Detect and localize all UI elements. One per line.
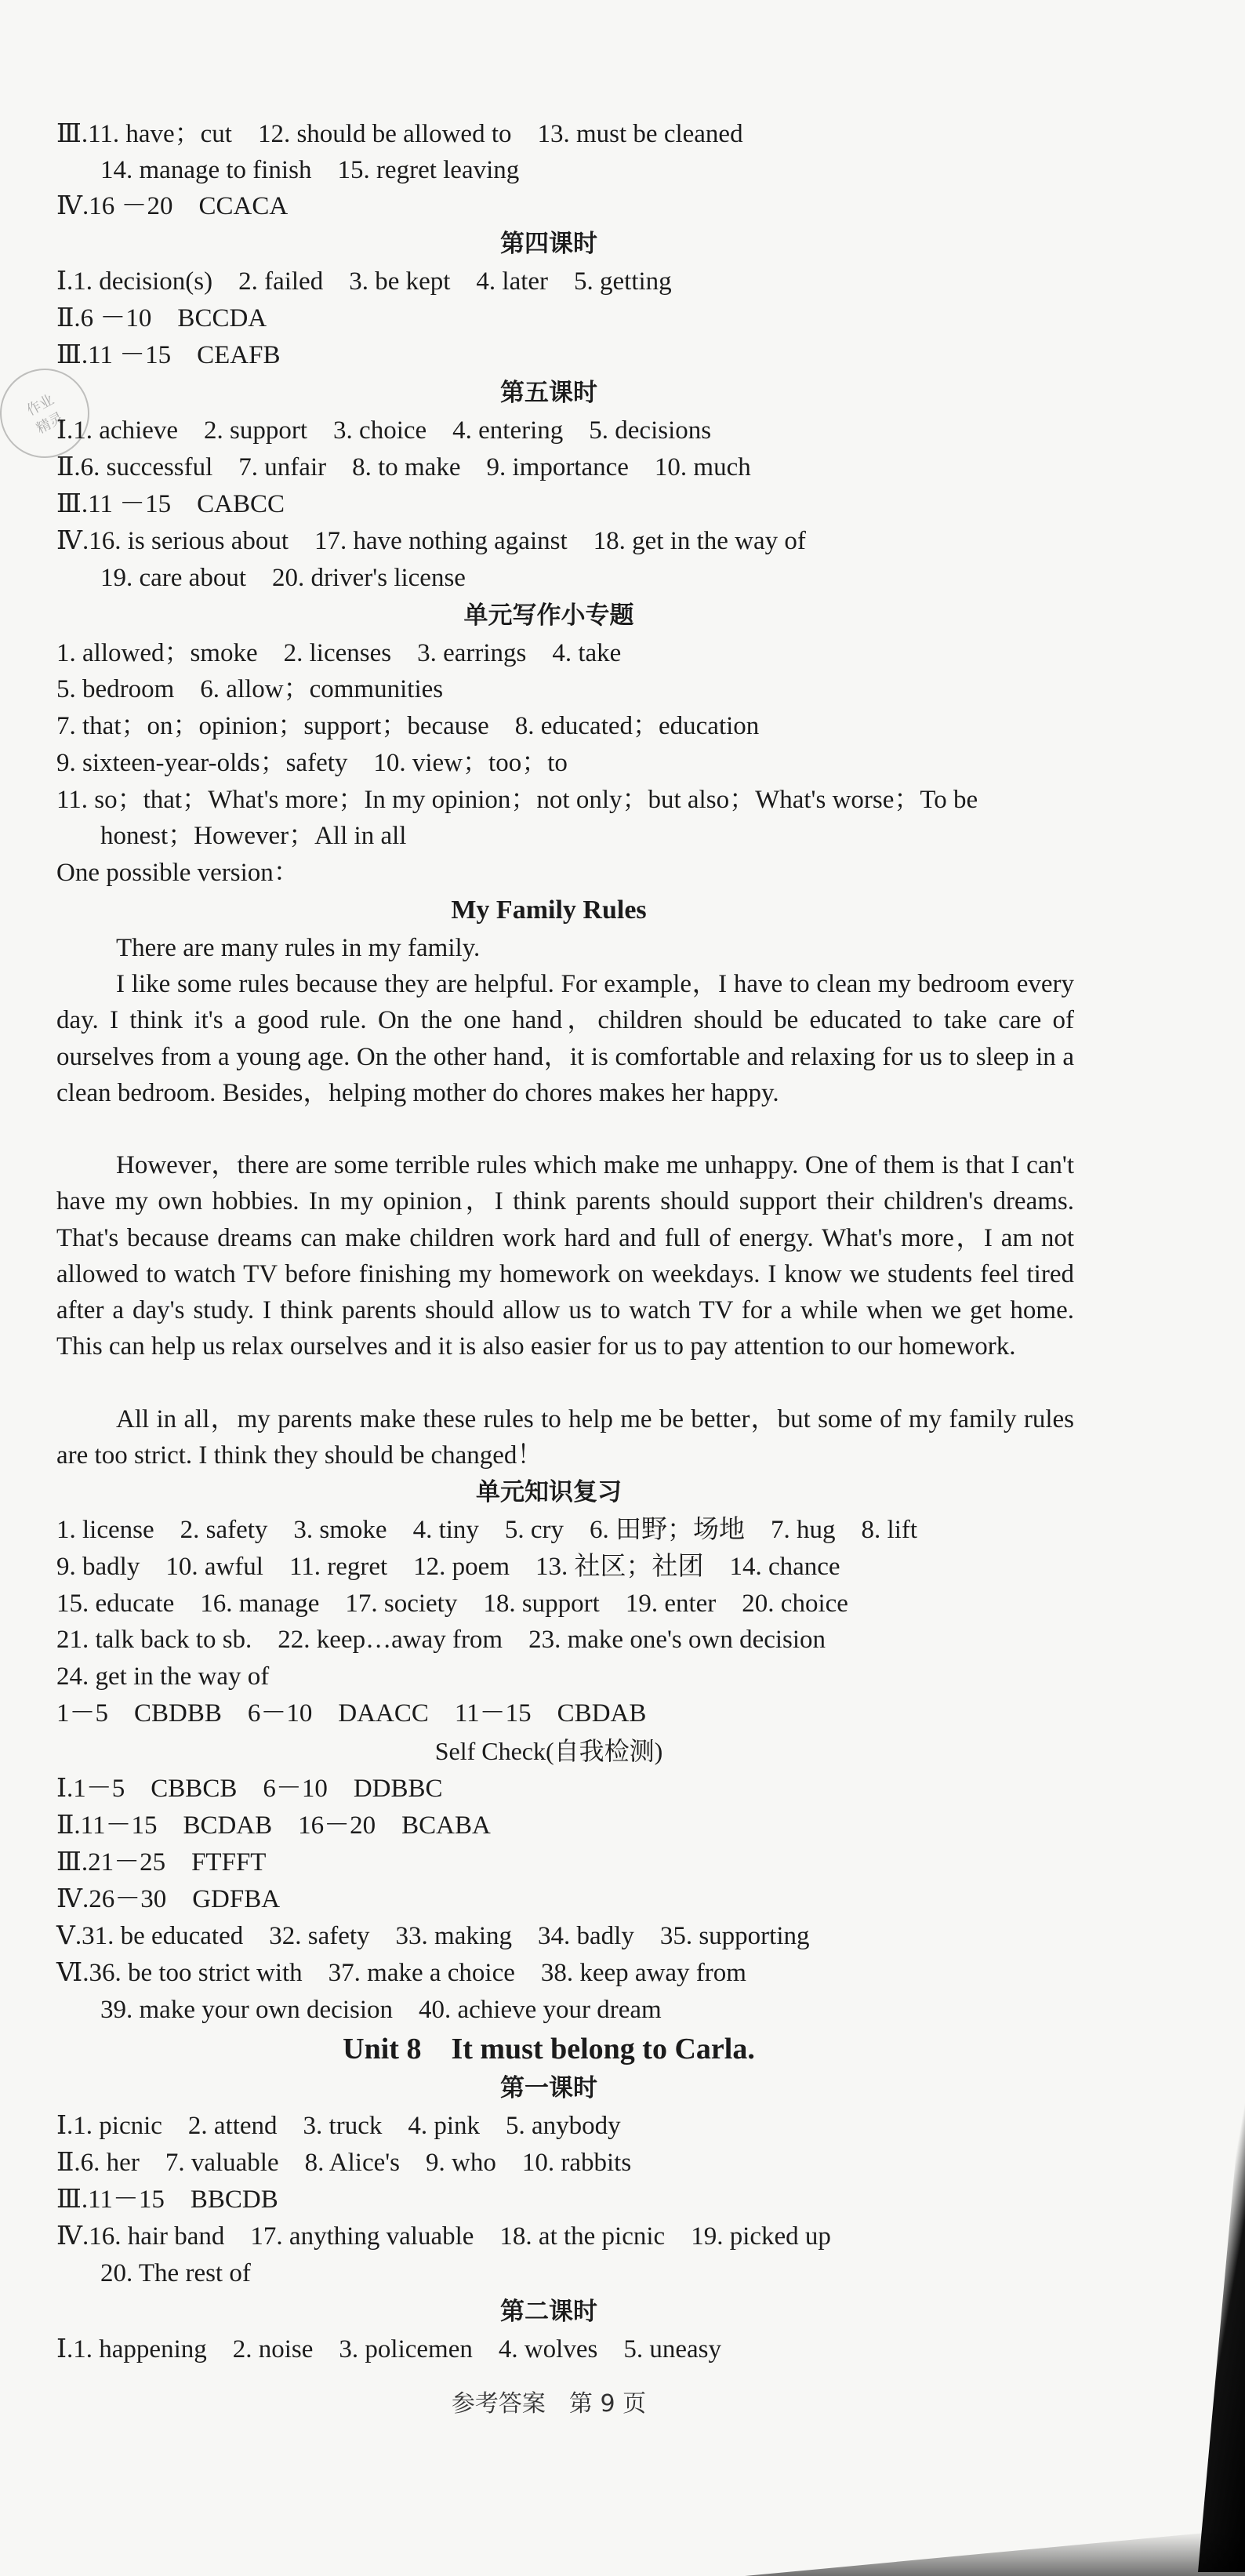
unit8-line: Ⅱ.6. her 7. valuable 8. Alice's 9. who 10. rabbits [56,2149,632,2177]
stamp-text-2: 精灵 [33,409,67,438]
answer-line: 1. allowed；smoke 2. licenses 3. earrings 4. take [56,639,622,667]
selfcheck-line: 39. make your own decision 40. achieve your dream [100,1996,662,2024]
unit8-line: Ⅳ.16. hair band 17. anything valuable 18. at the picnic 19. picked up [56,2222,831,2251]
review-line: 21. talk back to sb. 22. keep…away from 23. make one's own decision [56,1626,826,1654]
unit8-line: Ⅲ.11－15 BBCDB [56,2185,278,2214]
unit8-line: Ⅰ.1. picnic 2. attend 3. truck 4. pink 5. anybody [56,2112,621,2140]
selfcheck-line: Ⅴ.31. be educated 32. safety 33. making 34. badly 35. supporting [56,1922,810,1950]
selfcheck-line: Ⅳ.26－30 GDFBA [56,1885,281,1913]
answer-line: 7. that；on；opinion；support；because 8. educated；education [56,712,760,740]
answer-line: One possible version： [56,859,299,887]
section-heading-selfcheck: Self Check(自我检测) [434,1737,663,1765]
selfcheck-line: Ⅲ.21－25 FTFFT [56,1848,267,1877]
unit8-line: 20. The rest of [100,2259,251,2287]
essay-paragraph: However，there are some terrible rules which make me unhappy. One of them is that I can't have my own hobbies. In my opinion，I think parents should support their children's dreams. That's because dreams can make children work hard and full of energy. What's more，I am not allowed to watch TV before finishing my homework on weekdays. I know we students feel tired after a day's study. I think parents should allow us to watch TV for a while when we get home. This can help us relax ourselves and it is also easier for us to pay attention to our homework. [56,1151,1074,1361]
essay-title: My Family Rules [451,896,647,925]
answer-line: 14. manage to finish 15. regret leaving [100,156,520,184]
page-footer: 参考答案 第 9 页 [451,2390,647,2418]
answer-line: Ⅰ.1. decision(s) 2. failed 3. be kept 4. later 5. getting [56,267,672,296]
answer-line: Ⅳ.16. is serious about 17. have nothing against 18. get in the way of [56,527,806,555]
review-line: 9. badly 10. awful 11. regret 12. poem 13. 社区；社团 14. chance [56,1553,840,1581]
review-line: 1. license 2. safety 3. smoke 4. tiny 5. cry 6. 田野；场地 7. hug 8. lift [56,1516,918,1544]
unit8-line: Ⅰ.1. happening 2. noise 3. policemen 4. wolves 5. uneasy [56,2335,721,2363]
answer-line: Ⅳ.16 －20 CCACA [56,192,289,220]
answer-line: 9. sixteen-year-olds；safety 10. view；too；to [56,749,568,777]
selfcheck-line: Ⅵ.36. be too strict with 37. make a choice 38. keep away from [56,1959,746,1987]
review-line: 1－5 CBDBB 6－10 DAACC 11－15 CBDAB [56,1699,647,1728]
section-heading-review: 单元知识复习 [476,1478,622,1506]
answer-line: Ⅲ.11 －15 CABCC [56,490,285,518]
section-heading-lesson2: 第二课时 [500,2298,597,2326]
essay-paragraph: All in all，my parents make these rules to help me be better，but some of my family rules are too strict. I think they should be changed！ [56,1405,1074,1470]
answer-line: Ⅱ.6. successful 7. unfair 8. to make 9. importance 10. much [56,453,751,481]
selfcheck-line: Ⅰ.1－5 CBBCB 6－10 DDBBC [56,1775,443,1803]
stamp-text-1: 作业 [24,391,57,420]
scan-shadow-right [1198,2055,1245,2572]
section-heading-lesson5: 第五课时 [500,379,597,407]
answer-line: 5. bedroom 6. allow；communities [56,675,444,703]
answer-line: Ⅲ.11. have；cut 12. should be allowed to 13. must be cleaned [56,120,743,148]
answer-line: honest；However；All in all [100,822,407,850]
essay-paragraph: I like some rules because they are helpful. For example，I have to clean my bedroom every day. I think it's a good rule. On the one hand，children should be educated to take care of ourselves from a young age. On the other hand，it is comfortable and relaxing for us to sleep in a clean bedroom. Besides，helping mother do chores makes her happy. [56,970,1074,1107]
answer-line: 11. so；that；What's more；In my opinion；not only；but also；What's worse；To be [56,786,978,814]
scan-shadow-bottom [745,2529,1245,2576]
section-heading-lesson1: 第一课时 [500,2074,597,2102]
answer-line: Ⅱ.6 －10 BCCDA [56,304,267,332]
answer-line: Ⅲ.11 －15 CEAFB [56,341,281,369]
review-line: 24. get in the way of [56,1662,270,1691]
unit-title: Unit 8 It must belong to Carla. [343,2033,755,2066]
essay-paragraph: There are many rules in my family. [116,934,481,962]
review-line: 15. educate 16. manage 17. society 18. support 19. enter 20. choice [56,1590,848,1618]
selfcheck-line: Ⅱ.11－15 BCDAB 16－20 BCABA [56,1811,491,1840]
section-heading-lesson4: 第四课时 [500,230,597,258]
section-heading-writing: 单元写作小专题 [463,601,634,630]
answer-line: Ⅰ.1. achieve 2. support 3. choice 4. entering 5. decisions [56,416,712,445]
answer-line: 19. care about 20. driver's license [100,564,466,592]
